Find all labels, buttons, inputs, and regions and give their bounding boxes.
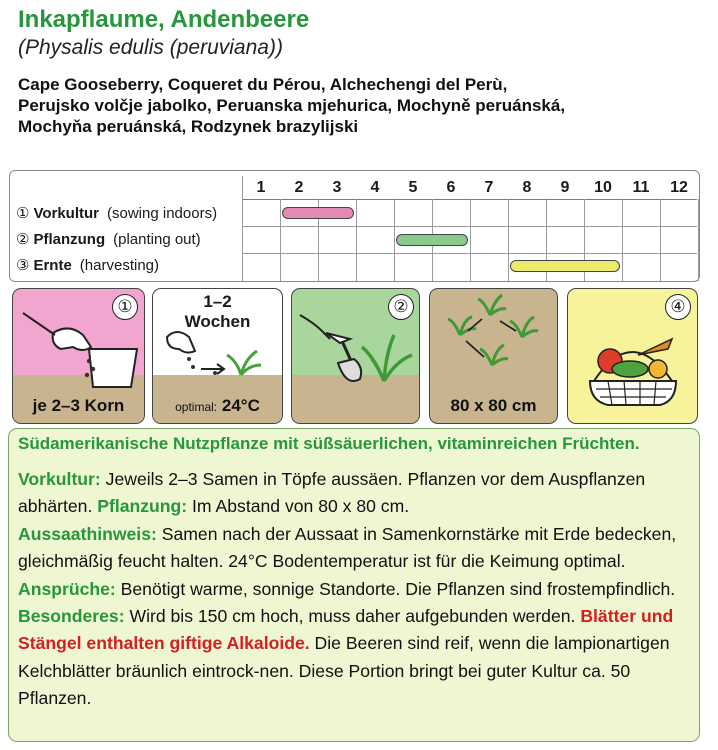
month-header: 3 <box>332 179 342 196</box>
month-header: 1 <box>256 179 266 196</box>
pictogram-sowing <box>12 288 145 424</box>
info-body <box>18 466 698 713</box>
month-header: 12 <box>670 179 688 196</box>
month-header: 8 <box>522 179 532 196</box>
optimal-temperature <box>153 389 282 423</box>
calendar-column-rule <box>470 199 471 281</box>
common-names <box>18 74 708 137</box>
aussaat-label: Aussaathinweis: <box>18 523 157 544</box>
month-header: 11 <box>632 179 650 196</box>
germination-weeks-range: 1–2 <box>203 292 232 311</box>
pictogram-planting <box>291 288 420 424</box>
info-heading: Südamerikanische Nutzpflanze mit süßsäuerlichen, vitaminreichen Früchten. <box>18 434 640 453</box>
row-label-de: Ernte <box>33 257 72 274</box>
calendar-row-pflanzung <box>16 229 201 251</box>
calendar-period-bar <box>510 260 620 272</box>
ansprueche-label: Ansprüche: <box>18 578 116 599</box>
calendar-column-rule <box>394 199 395 281</box>
row-label-en: (harvesting) <box>79 257 159 274</box>
common-names-line: Cape Gooseberry, Coqueret du Pérou, Alchechengi del Perù, <box>18 75 508 94</box>
step-number-badge: ② <box>388 294 414 320</box>
calendar-period-bar <box>396 234 468 246</box>
common-names-line: Perujsko volčje jabolko, Peruanska mjehurica, Mochyně peruánská, <box>18 96 566 115</box>
calendar-column-rule <box>280 199 281 281</box>
pflanzung-label: Pflanzung: <box>97 496 188 517</box>
month-header: 5 <box>408 179 418 196</box>
germination-weeks-unit: Wochen <box>184 312 251 331</box>
month-header: 2 <box>294 179 304 196</box>
month-header: 7 <box>484 179 494 196</box>
calendar-row-vorkultur <box>16 203 217 225</box>
common-names-line: Mochyňa peruánská, Rodzynek brazylijski <box>18 117 359 136</box>
closing-text: Die Beeren sind reif, wenn die lampionartigen Kelchblätter bräunlich eintrock-nen. Diese Portion bringt bei guter Kultur ca. 50 Pflanzen. <box>18 633 670 709</box>
pflanzung-text: Im Abstand von 80 x 80 cm. <box>187 496 410 517</box>
row-label-de: Pflanzung <box>33 231 106 248</box>
calendar-column-rule <box>508 199 509 281</box>
sowing-calendar <box>9 170 700 282</box>
calendar-column-rule <box>660 199 661 281</box>
row-number: ③ <box>16 257 30 274</box>
plant-spacing-label: 80 x 80 cm <box>450 396 537 415</box>
row-label-en: (planting out) <box>113 231 201 248</box>
seeds-per-pot-label: je 2–3 Korn <box>32 396 125 415</box>
calendar-column-rule <box>356 199 357 281</box>
optimal-temp-value: 24°C <box>221 396 260 415</box>
calendar-row-ernte <box>16 255 159 277</box>
optimal-label: optimal: <box>175 400 218 414</box>
latin-name: (Physalis edulis (peruviana)) <box>18 36 283 59</box>
vorkultur-label: Vorkultur: <box>18 469 101 489</box>
product-title: Inkapflaume, Andenbeere <box>18 6 310 33</box>
month-header: 4 <box>370 179 380 196</box>
calendar-column-rule <box>622 199 623 281</box>
row-number: ① <box>16 205 30 222</box>
row-number: ② <box>16 231 30 248</box>
calendar-column-rule <box>242 176 243 281</box>
step-number-badge: ① <box>112 294 138 320</box>
pictogram-spacing <box>429 288 558 424</box>
step-number-badge: ④ <box>665 294 691 320</box>
ansprueche-text: Benötigt warme, sonnige Standorte. Die Pflanzen sind frostempfindlich. <box>115 578 676 599</box>
calendar-period-bar <box>282 207 354 219</box>
calendar-column-rule <box>698 199 699 281</box>
month-header: 10 <box>594 179 612 196</box>
besonderes-text: Wird bis 150 cm hoch, muss daher aufgebunden werden. <box>124 606 581 627</box>
aussaat-text: Samen nach der Aussaat in Samenkornstärke mit Erde bedecken, gleichmäßig feucht halten. 24°C Bodentemperatur ist für die Keimung optimal. <box>18 523 677 572</box>
row-label-en: (sowing indoors) <box>107 205 218 222</box>
row-label-de: Vorkultur <box>33 205 100 222</box>
info-panel <box>8 428 700 742</box>
month-header: 9 <box>560 179 570 196</box>
pictogram-germination <box>152 288 283 424</box>
month-header: 6 <box>446 179 456 196</box>
pictogram-harvest <box>567 288 698 424</box>
vorkultur-text: Jeweils 2–3 Samen in Töpfe aussäen. Pflanzen vor dem Auspflanzen abhärten. <box>18 469 646 517</box>
toxicity-warning: Blätter und Stängel enthalten giftige Alkaloide. <box>18 606 674 654</box>
besonderes-label: Besonderes: <box>18 606 125 627</box>
